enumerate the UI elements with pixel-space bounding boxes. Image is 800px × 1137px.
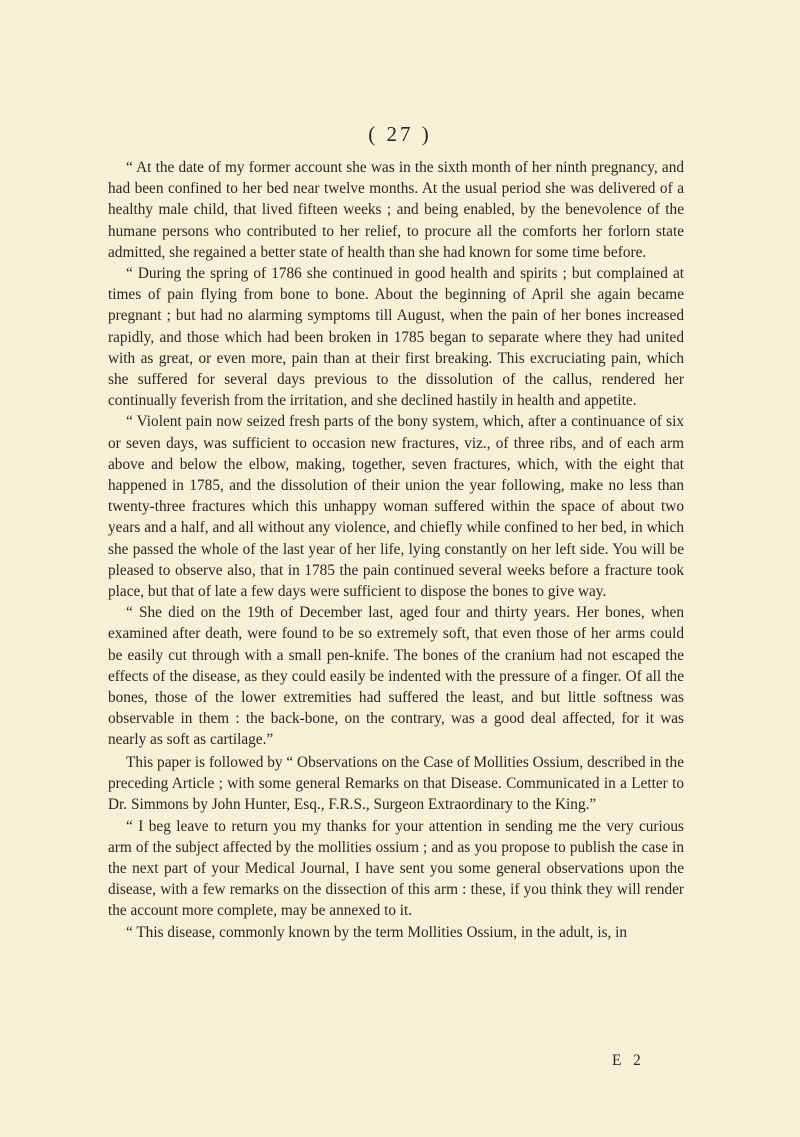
paragraph: This paper is followed by “ Observations on the Case of Mollities Ossium, described in the preceding Article ; with some general Remarks on that Disease. Communicated in a Letter to Dr. Simmons by John Hunter, Esq., F.R.S., Surgeon Extraordinary to the King.” [108,754,684,814]
paragraph: “ She died on the 19th of December last, aged four and thirty years. Her bones, when examined after death, were found to be so extremely soft, that even those of her arms could be easily cut through with a small pen-knife. The bones of the cranium had not escaped the effects of the disease, as they could easily be indented with the pressure of a finger. Of all the bones, those of the lower extremities had suffered the least, and but little softness was observable in them : the back-bone, on the contrary, was a good deal affected, for it was nearly as soft as cartilage.” [108,604,684,749]
paragraph: “ This disease, commonly known by the term Mollities Ossium, in the adult, is, in [126,923,628,941]
paragraph: “ Violent pain now seized fresh parts of the bony system, which, after a continuance of six or seven days, was sufficient to occasion new fractures, viz., of three ribs, and of each arm above and below the elbow, making, together, seven fractures, which, with the eight that happened in 1785, and the dissolution of their union the year following, make no less than twenty-three fractures which this unhappy woman suffered within the space of about two years and a half, and all without any violence, and chiefly while confined to her bed, in which she passed the whole of the last year of her life, lying constantly on her left side. You will be pleased to observe also, that in 1785 the pain continued several weeks before a fracture took place, but that of late a few days were sufficient to dispose the bones to give way. [108,413,684,601]
paragraph: “ During the spring of 1786 she continued in good health and spirits ; but complained at times of pain flying from bone to bone. About the beginning of April she again became pregnant ; but had no alarming symptoms till August, when the pain of her bones increased rapidly, and those which had been broken in 1785 began to separate where they had united with as great, or even more, pain than at their first breaking. This excruciating pain, which she suffered for several days previous to the dissolution of the callus, rendered her continually feverish from the irritation, and she declined hastily in health and appetite. [108,265,684,410]
quoted-case-report [108,157,684,751]
signature-mark: E 2 [612,1052,645,1069]
hunter-observations [108,752,684,943]
paragraph: “ I beg leave to return you my thanks for your attention in sending me the very curious arm of the subject affected by the mollities ossium ; and as you propose to publish the case in the next part of your Medical Journal, I have sent you some general observations upon the disease, with a few remarks on the dissection of this arm : these, if you think they will render the account more complete, may be annexed to it. [108,817,684,920]
paragraph: “ At the date of my former account she was in the sixth month of her ninth pregnancy, and had been confined to her bed near twelve months. At the usual period she was delivered of a healthy male child, that lived fifteen weeks ; and being enabled, by the benevolence of the humane persons who contributed to her relief, to procure all the comforts her forlorn state admitted, she regained a better state of health than she had known for some time before. [108,159,684,261]
page-number: ( 27 ) [368,122,432,146]
